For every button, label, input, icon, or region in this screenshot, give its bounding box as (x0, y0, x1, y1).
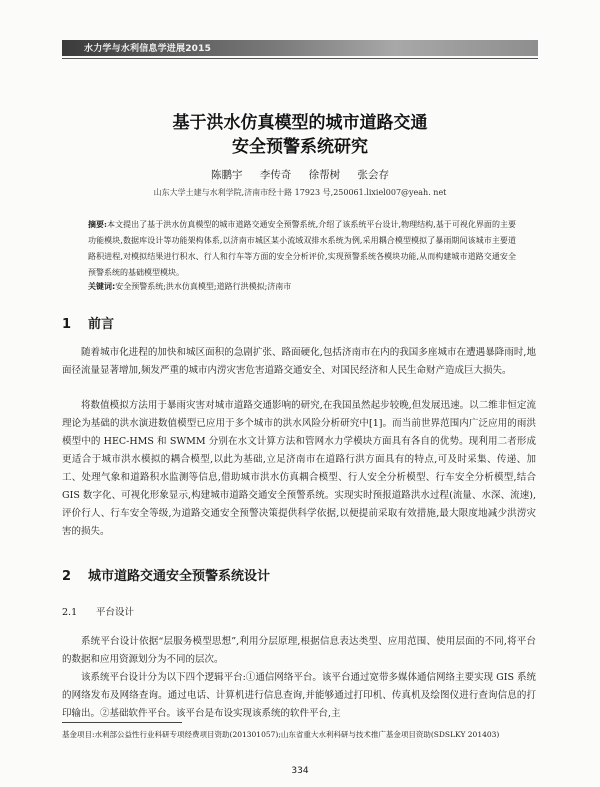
section-title: 前言 (88, 317, 115, 332)
section-heading-1 (62, 313, 114, 332)
section-heading-2 (62, 565, 270, 584)
paragraph: 将数值模拟方法用于暴雨灾害对城市道路交通影响的研究,在我国虽然起步较晚,但发展迅速。以二维非恒定流理论为基础的洪水演进数值模型已应用于多个城市的洪水风险分析研究中[1]。而当前世界范围内广泛应用的雨洪模型中的 HEC-HMS 和 SWMM 分别在水文计算方法和管网水力学模块方面具有各自的优势。现利用二者形成更适合于城市洪水模拟的耦合模型,以此为基础,立足济南市在道路行洪方面具有的特点,可及时采集、传递、加工、处理气象和道路积水监测等信息,借助城市洪水仿真耦合模型、行人安全分析模型、行车安全分析模型,结合 GIS 数字化、可视化形象显示,构建城市道路交通安全预警系统。实现实时预报道路洪水过程(流量、水深、流速),评价行人、行车安全等级,为道路交通安全预警决策提供科学依据,以便提前采取有效措施,最大限度地减少洪涝灾害的损失。 (62, 400, 536, 537)
header-divider (62, 58, 538, 59)
section-number: 2 (62, 569, 72, 584)
journal-title: 水力学与水利信息学进展2015 (84, 44, 212, 54)
paragraph: 随着城市化进程的加快和城区面积的急剧扩张、路面硬化,包括济南市在内的我国多座城市在遭遇暴降雨时,地面径流量显著增加,频发严重的城市内涝灾害危害道路交通安全、对国民经济和人民生命财产造成巨大损失。 (62, 347, 536, 376)
keywords-text: 安全预警系统;洪水仿真模型;道路行洪模拟;济南市 (115, 282, 292, 291)
affiliation: 山东大学土建与水利学院,济南市经十路 17923 号,250061.lixiel007@yeah. net (153, 188, 447, 197)
abstract (88, 216, 516, 281)
subsection-title: 平台设计 (96, 607, 135, 618)
keywords (88, 281, 516, 292)
footnote-divider (62, 722, 182, 723)
abstract-text: 本文提出了基于洪水仿真模型的城市道路交通安全预警系统,介绍了该系统平台设计,物理结构,基于可视化界面的主要功能模块,数据库设计等功能架构体系,以济南市城区某小流域双排水系统为例,采用耦合模型模拟了暴雨期间该城市主要道路积进程,对模拟结果进行积水、行人和行车等方面的安全分析评价,实现预警系统各模块功能,从而构建城市道路交通安全预警系统的基础模型模块。 (88, 220, 517, 277)
paper-title-line1: 基于洪水仿真模型的城市道路交通 (172, 113, 428, 133)
keywords-label: 关键词: (88, 282, 116, 291)
page-number: 334 (291, 766, 309, 776)
paragraph: 系统平台设计依据“层服务模型思想”,利用分层原理,根据信息表达类型、应用范围、使用层面的不同,将平台的数据和应用资源划分为不同的层次。 (62, 636, 536, 665)
paper-title-line2: 安全预警系统研究 (232, 137, 368, 157)
paragraph: 该系统平台设计分为以下四个逻辑平台:①通信网络平台。该平台通过宽带多媒体通信网络主要实现 GIS 系统的网络发布及网络查询。通过电话、计算机进行信息查询,并能够通过打印机、传真机及绘图仪进行查询信息的打印输出。②基础软件平台。该平台是布设实现该系统的软件平台,主 (62, 672, 536, 719)
abstract-label: 摘要: (88, 219, 108, 229)
section-number: 1 (62, 317, 72, 332)
footnote: 基金项目:水利部公益性行业科研专项经费项目资助(201301057);山东省重大水利科研与技术推广基金项目资助(SDSLKY 201403) (62, 730, 500, 739)
subsection-number: 2.1 (62, 607, 78, 618)
subsection-heading (62, 604, 134, 618)
section-title: 城市道路交通安全预警系统设计 (88, 569, 271, 584)
authors: 陈鹏宇 李传奇 徐帮树 张会存 (210, 169, 389, 181)
